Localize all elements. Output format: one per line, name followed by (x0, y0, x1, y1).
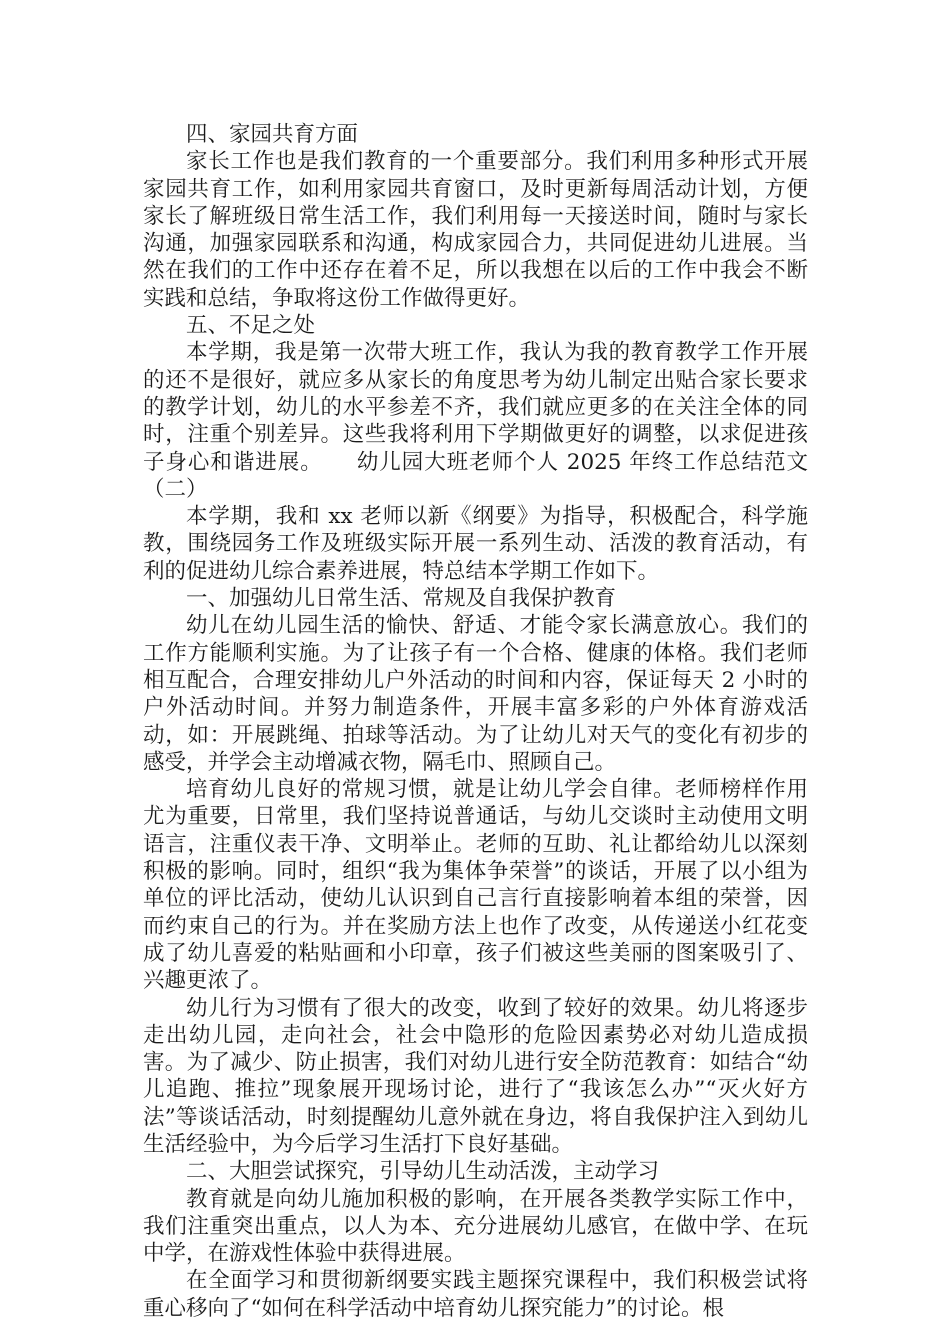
paragraph-teaching-focus: 教育就是向幼儿施加积极的影响，在开展各类教学实际工作中，我们注重突出重点，以人为本、充分进展幼儿感官，在做中学、在玩中学，在游戏性体验中获得进展。 (143, 1186, 808, 1267)
paragraph-parent-work: 家长工作也是我们教育的一个重要部分。我们利用多种形式开展家园共育工作，如利用家园共育窗口，及时更新每周活动计划，方便家长了解班级日常生活工作，我们利用每一天接送时间，随时与家长沟通，加强家园联系和沟通，构成家园合力，共同促进幼儿进展。当然在我们的工作中还存在着不足，所以我想在以后的工作中我会不断实践和总结，争取将这份工作做得更好。 (143, 149, 808, 311)
paragraph-outdoor-activities: 幼儿在幼儿园生活的愉快、舒适、才能令家长满意放心。我们的工作方能顺利实施。为了让孩子有一个合格、健康的体格。我们老师相互配合，合理安排幼儿户外活动的时间和内容，保证每天 2 小时的户外活动时间。并努力制造条件，开展丰富多彩的户外体育游戏活动，如：开展跳绳、拍球等活动。为了让幼儿对天气的变化有初步的感受，并学会主动增减衣物，隔毛巾、照顾自己。 (143, 613, 808, 775)
section-heading-shortcomings: 五、不足之处 (186, 313, 316, 339)
paragraph-safety-education: 幼儿行为习惯有了很大的改变，收到了较好的效果。幼儿将逐步走出幼儿园，走向社会，社会中隐形的危险因素势必对幼儿造成损害。为了减少、防止损害，我们对幼儿进行安全防范教育：如结合“幼儿追跑、推拉”现象展开现场讨论，进行了“我该怎么办”“灭火好方法”等谈话活动，时刻提醒幼儿意外就在身边，将自我保护注入到幼儿生活经验中，为今后学习生活打下良好基础。 (143, 995, 808, 1157)
paragraph-science-inquiry: 在全面学习和贯彻新纲要实践主题探究课程中，我们积极尝试将重心移向了“如何在科学活动中培育幼儿探究能力”的讨论。根 (143, 1268, 808, 1321)
section-heading-exploration: 二、大胆尝试探究，引导幼儿生动活泼，主动学习 (186, 1159, 660, 1185)
paragraph-this-semester: 本学期，我是第一次带大班工作，我认为我的教育教学工作开展的还不是很好，就应多从家长的角度思考为幼儿制定出贴合家长要求的教学计划，幼儿的水平参差不齐，我们就应更多的在关注全体的同时，注重个别差异。这些我将利用下学期做更好的调整，以求促进孩子身心和谐进展。 幼儿园大班老师个人 2025 年终工作总结范文（二） (143, 340, 808, 502)
section-heading-daily-life: 一、加强幼儿日常生活、常规及自我保护教育 (186, 586, 617, 612)
paragraph-routine-habits: 培育幼儿良好的常规习惯，就是让幼儿学会自律。老师榜样作用尤为重要，日常里，我们坚持说普通话，与幼儿交谈时主动使用文明语言，注重仪表干净、文明举止。老师的互助、礼让都给幼儿以深刻积极的影响。同时，组织“我为集体争荣誉”的谈话，开展了以小组为单位的评比活动，使幼儿认识到自己言行直接影响着本组的荣誉，因而约束自己的行为。并在奖励方法上也作了改变，从传递送小红花变成了幼儿喜爱的粘贴画和小印章，孩子们被这些美丽的图案吸引了、兴趣更浓了。 (143, 777, 808, 994)
section-heading-home-school: 四、家园共育方面 (186, 122, 359, 147)
document-body (143, 121, 808, 1322)
paragraph-guideline: 本学期，我和 xx 老师以新《纲要》为指导，积极配合，科学施教，围绕园务工作及班级实际开展一系列生动、活泼的教育活动，有利的促进幼儿综合素养进展，特总结本学期工作如下。 (143, 504, 808, 584)
